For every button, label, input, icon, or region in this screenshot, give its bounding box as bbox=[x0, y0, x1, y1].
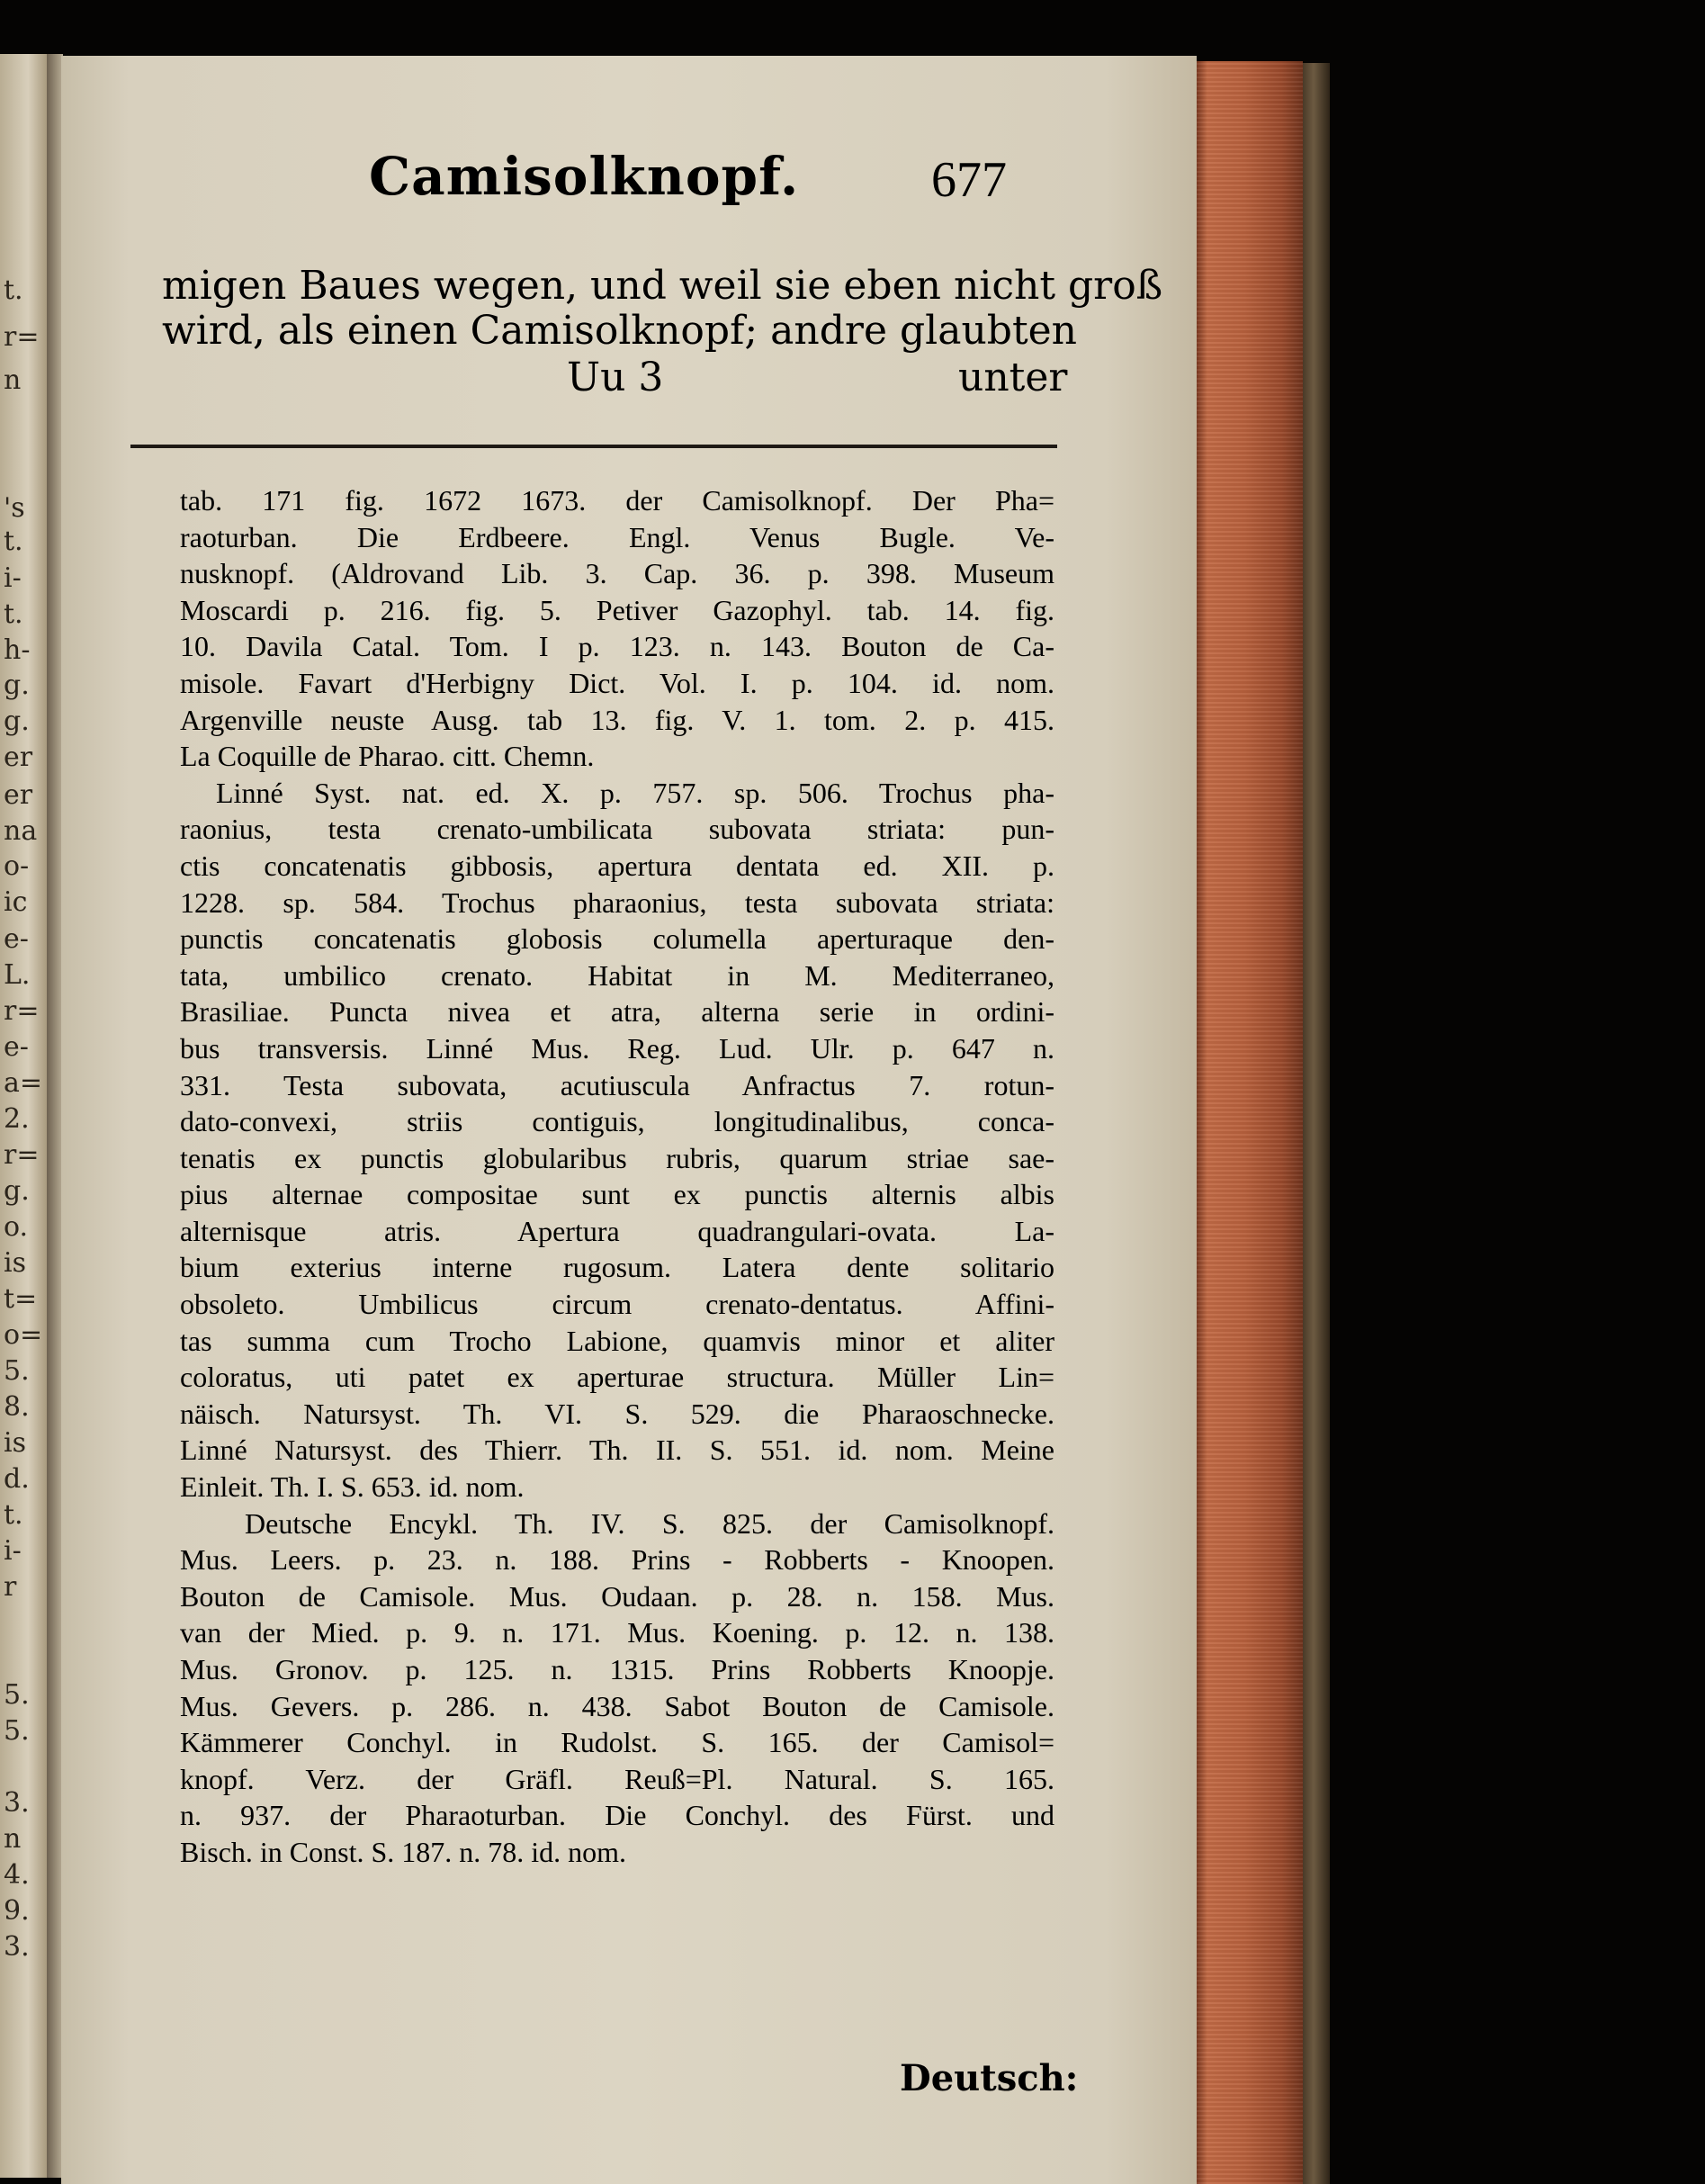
left-fragment: 4. bbox=[4, 1859, 30, 1891]
footnote-line: knopf. Verz. der Gräfl. Reuß=Pl. Natural. S. 165. bbox=[180, 1762, 1054, 1795]
left-fragment: g. bbox=[4, 1175, 30, 1207]
footnote-line: Moscardi p. 216. fig. 5. Petiver Gazophyl. tab. 14. fig. bbox=[180, 593, 1054, 626]
footnote-separator-rule bbox=[130, 445, 1057, 448]
left-fragment: a= bbox=[4, 1067, 43, 1099]
footnote-line: Argenville neuste Ausg. tab 13. fig. V. 1. tom. 2. p. 415. bbox=[180, 703, 1054, 736]
footnote-line: bium exterius interne rugosum. Latera dente solitario bbox=[180, 1251, 1054, 1284]
footnote-line: bus transversis. Linné Mus. Reg. Lud. Ulr. p. 647 n. bbox=[180, 1031, 1054, 1065]
left-fragment: 8. bbox=[4, 1391, 30, 1423]
left-fragment: 5. bbox=[4, 1679, 30, 1711]
footnote-line: misole. Favart d'Herbigny Dict. Vol. I. p. 104. id. nom. bbox=[180, 666, 1054, 699]
left-fragment: is bbox=[4, 1427, 26, 1459]
page-block-edge bbox=[1197, 61, 1303, 2184]
footnote-line: La Coquille de Pharao. citt. Chemn. bbox=[180, 740, 595, 773]
left-fragment: is bbox=[4, 1247, 26, 1279]
book-cover-edge bbox=[1303, 63, 1330, 2184]
left-fragment: t= bbox=[4, 1283, 38, 1315]
left-fragment: er bbox=[4, 779, 33, 811]
catchword-bottom: Deutsch: bbox=[900, 2057, 1079, 2099]
left-page-fragment bbox=[0, 54, 47, 2178]
catchword: unter bbox=[958, 355, 1068, 400]
left-fragment: n bbox=[4, 1823, 22, 1855]
main-text-line: migen Baues wegen, und weil sie eben nicht groß bbox=[162, 263, 1163, 309]
left-fragment: t. bbox=[4, 526, 23, 557]
footnote-line: 1228. sp. 584. Trochus pharaonius, testa subovata striata: bbox=[180, 885, 1054, 919]
left-fragment: na bbox=[4, 815, 38, 847]
footnote-line: Mus. Gronov. p. 125. n. 1315. Prins Robberts Knoopje. bbox=[180, 1653, 1054, 1685]
left-fragment: 9. bbox=[4, 1895, 30, 1927]
footnote-line: raoturban. Die Erdbeere. Engl. Venus Bugle. Ve- bbox=[180, 520, 1054, 553]
footnote-line: Linné Natursyst. des Thierr. Th. II. S. 551. id. nom. Meine bbox=[180, 1434, 1054, 1467]
footnote-line: tenatis ex punctis globularibus rubris, quarum striae sae- bbox=[180, 1141, 1054, 1174]
left-fragment: 5. bbox=[4, 1355, 30, 1387]
left-fragment: o- bbox=[4, 850, 30, 882]
footnote-line: raonius, testa crenato-umbilicata subovata striata: pun- bbox=[180, 813, 1054, 846]
footnote-line: Linné Syst. nat. ed. X. p. 757. sp. 506. Trochus pha- bbox=[216, 776, 1054, 809]
left-fragment: r bbox=[4, 1571, 17, 1603]
footnote-line: Einleit. Th. I. S. 653. id. nom. bbox=[180, 1470, 525, 1504]
running-header-title: Camisolknopf. bbox=[369, 146, 800, 207]
footnote-line: n. 937. der Pharaoturban. Die Conchyl. des Fürst. und bbox=[180, 1799, 1054, 1832]
footnote-line: Mus. Leers. p. 23. n. 188. Prins - Robberts - Knoopen. bbox=[180, 1543, 1054, 1577]
signature-mark: Uu 3 bbox=[567, 355, 664, 400]
footnote-line: Kämmerer Conchyl. in Rudolst. S. 165. der Camisol= bbox=[180, 1726, 1054, 1759]
footnote-block bbox=[180, 482, 1054, 1871]
left-fragment: i- bbox=[4, 562, 22, 594]
footnote-line: ctis concatenatis gibbosis, apertura dentata ed. XII. p. bbox=[180, 849, 1054, 882]
left-fragment: o. bbox=[4, 1211, 29, 1243]
footnote-line: Mus. Gevers. p. 286. n. 438. Sabot Bouton de Camisole. bbox=[180, 1689, 1054, 1722]
left-fragment: 5. bbox=[4, 1715, 30, 1747]
footnote-line: nusknopf. (Aldrovand Lib. 3. Cap. 36. p. 398. Museum bbox=[180, 557, 1054, 590]
main-text-line: wird, als einen Camisolknopf; andre glaubten bbox=[162, 308, 1078, 354]
left-fragment: e- bbox=[4, 1031, 29, 1063]
left-fragment: 3. bbox=[4, 1787, 30, 1819]
left-fragment: g. bbox=[4, 706, 30, 737]
left-fragment: h- bbox=[4, 634, 31, 666]
left-fragment: 3. bbox=[4, 1931, 30, 1963]
left-fragment: t. bbox=[4, 1499, 23, 1531]
footnote-line: tata, umbilico crenato. Habitat in M. Mediterraneo, bbox=[180, 958, 1054, 992]
footnote-line: Bisch. in Const. S. 187. n. 78. id. nom. bbox=[180, 1835, 627, 1868]
left-fragment: 's bbox=[4, 492, 25, 524]
footnote-line: Deutsche Encykl. Th. IV. S. 825. der Camisolknopf. bbox=[245, 1506, 1054, 1540]
footnote-line: 10. Davila Catal. Tom. I p. 123. n. 143. Bouton de Ca- bbox=[180, 630, 1054, 663]
footnote-line: obsoleto. Umbilicus circum crenato-dentatus. Affini- bbox=[180, 1288, 1054, 1321]
left-fragment: r= bbox=[4, 321, 40, 353]
left-fragment: r= bbox=[4, 995, 40, 1027]
footnote-line: coloratus, uti patet ex aperturae structura. Müller Lin= bbox=[180, 1361, 1054, 1394]
page-number: 677 bbox=[931, 152, 1007, 208]
left-fragment: i- bbox=[4, 1535, 22, 1567]
footnote-line: tab. 171 fig. 1672 1673. der Camisolknopf. Der Pha= bbox=[180, 484, 1054, 517]
footnote-line: van der Mied. p. 9. n. 171. Mus. Koening. p. 12. n. 138. bbox=[180, 1616, 1054, 1649]
left-fragment: L. bbox=[4, 959, 31, 991]
left-fragment: 2. bbox=[4, 1103, 30, 1135]
left-fragment: ic bbox=[4, 886, 28, 918]
left-fragment: n bbox=[4, 364, 22, 396]
footnote-line: näisch. Natursyst. Th. VI. S. 529. die Pharaoschnecke. bbox=[180, 1397, 1054, 1430]
left-fragment: g. bbox=[4, 670, 30, 701]
left-fragment: er bbox=[4, 741, 33, 773]
footnote-line: punctis concatenatis globosis columella aperturaque den- bbox=[180, 922, 1054, 956]
footnote-line: 331. Testa subovata, acutiuscula Anfractus 7. rotun- bbox=[180, 1068, 1054, 1101]
footnote-line: tas summa cum Trocho Labione, quamvis minor et aliter bbox=[180, 1324, 1054, 1357]
footnote-line: alternisque atris. Apertura quadrangulari-ovata. La- bbox=[180, 1214, 1054, 1247]
left-fragment: o= bbox=[4, 1319, 43, 1351]
left-fragment: t. bbox=[4, 274, 23, 306]
left-fragment: r= bbox=[4, 1139, 40, 1171]
footnote-line: dato-convexi, striis contiguis, longitudinalibus, conca- bbox=[180, 1105, 1054, 1138]
left-fragment: t. bbox=[4, 598, 23, 630]
footnote-line: Brasiliae. Puncta nivea et atra, alterna serie in ordini- bbox=[180, 995, 1054, 1029]
footnote-line: Bouton de Camisole. Mus. Oudaan. p. 28. n. 158. Mus. bbox=[180, 1579, 1054, 1613]
left-fragment: d. bbox=[4, 1463, 30, 1495]
left-fragment: e- bbox=[4, 923, 29, 955]
footnote-line: pius alternae compositae sunt ex punctis alternis albis bbox=[180, 1178, 1054, 1211]
